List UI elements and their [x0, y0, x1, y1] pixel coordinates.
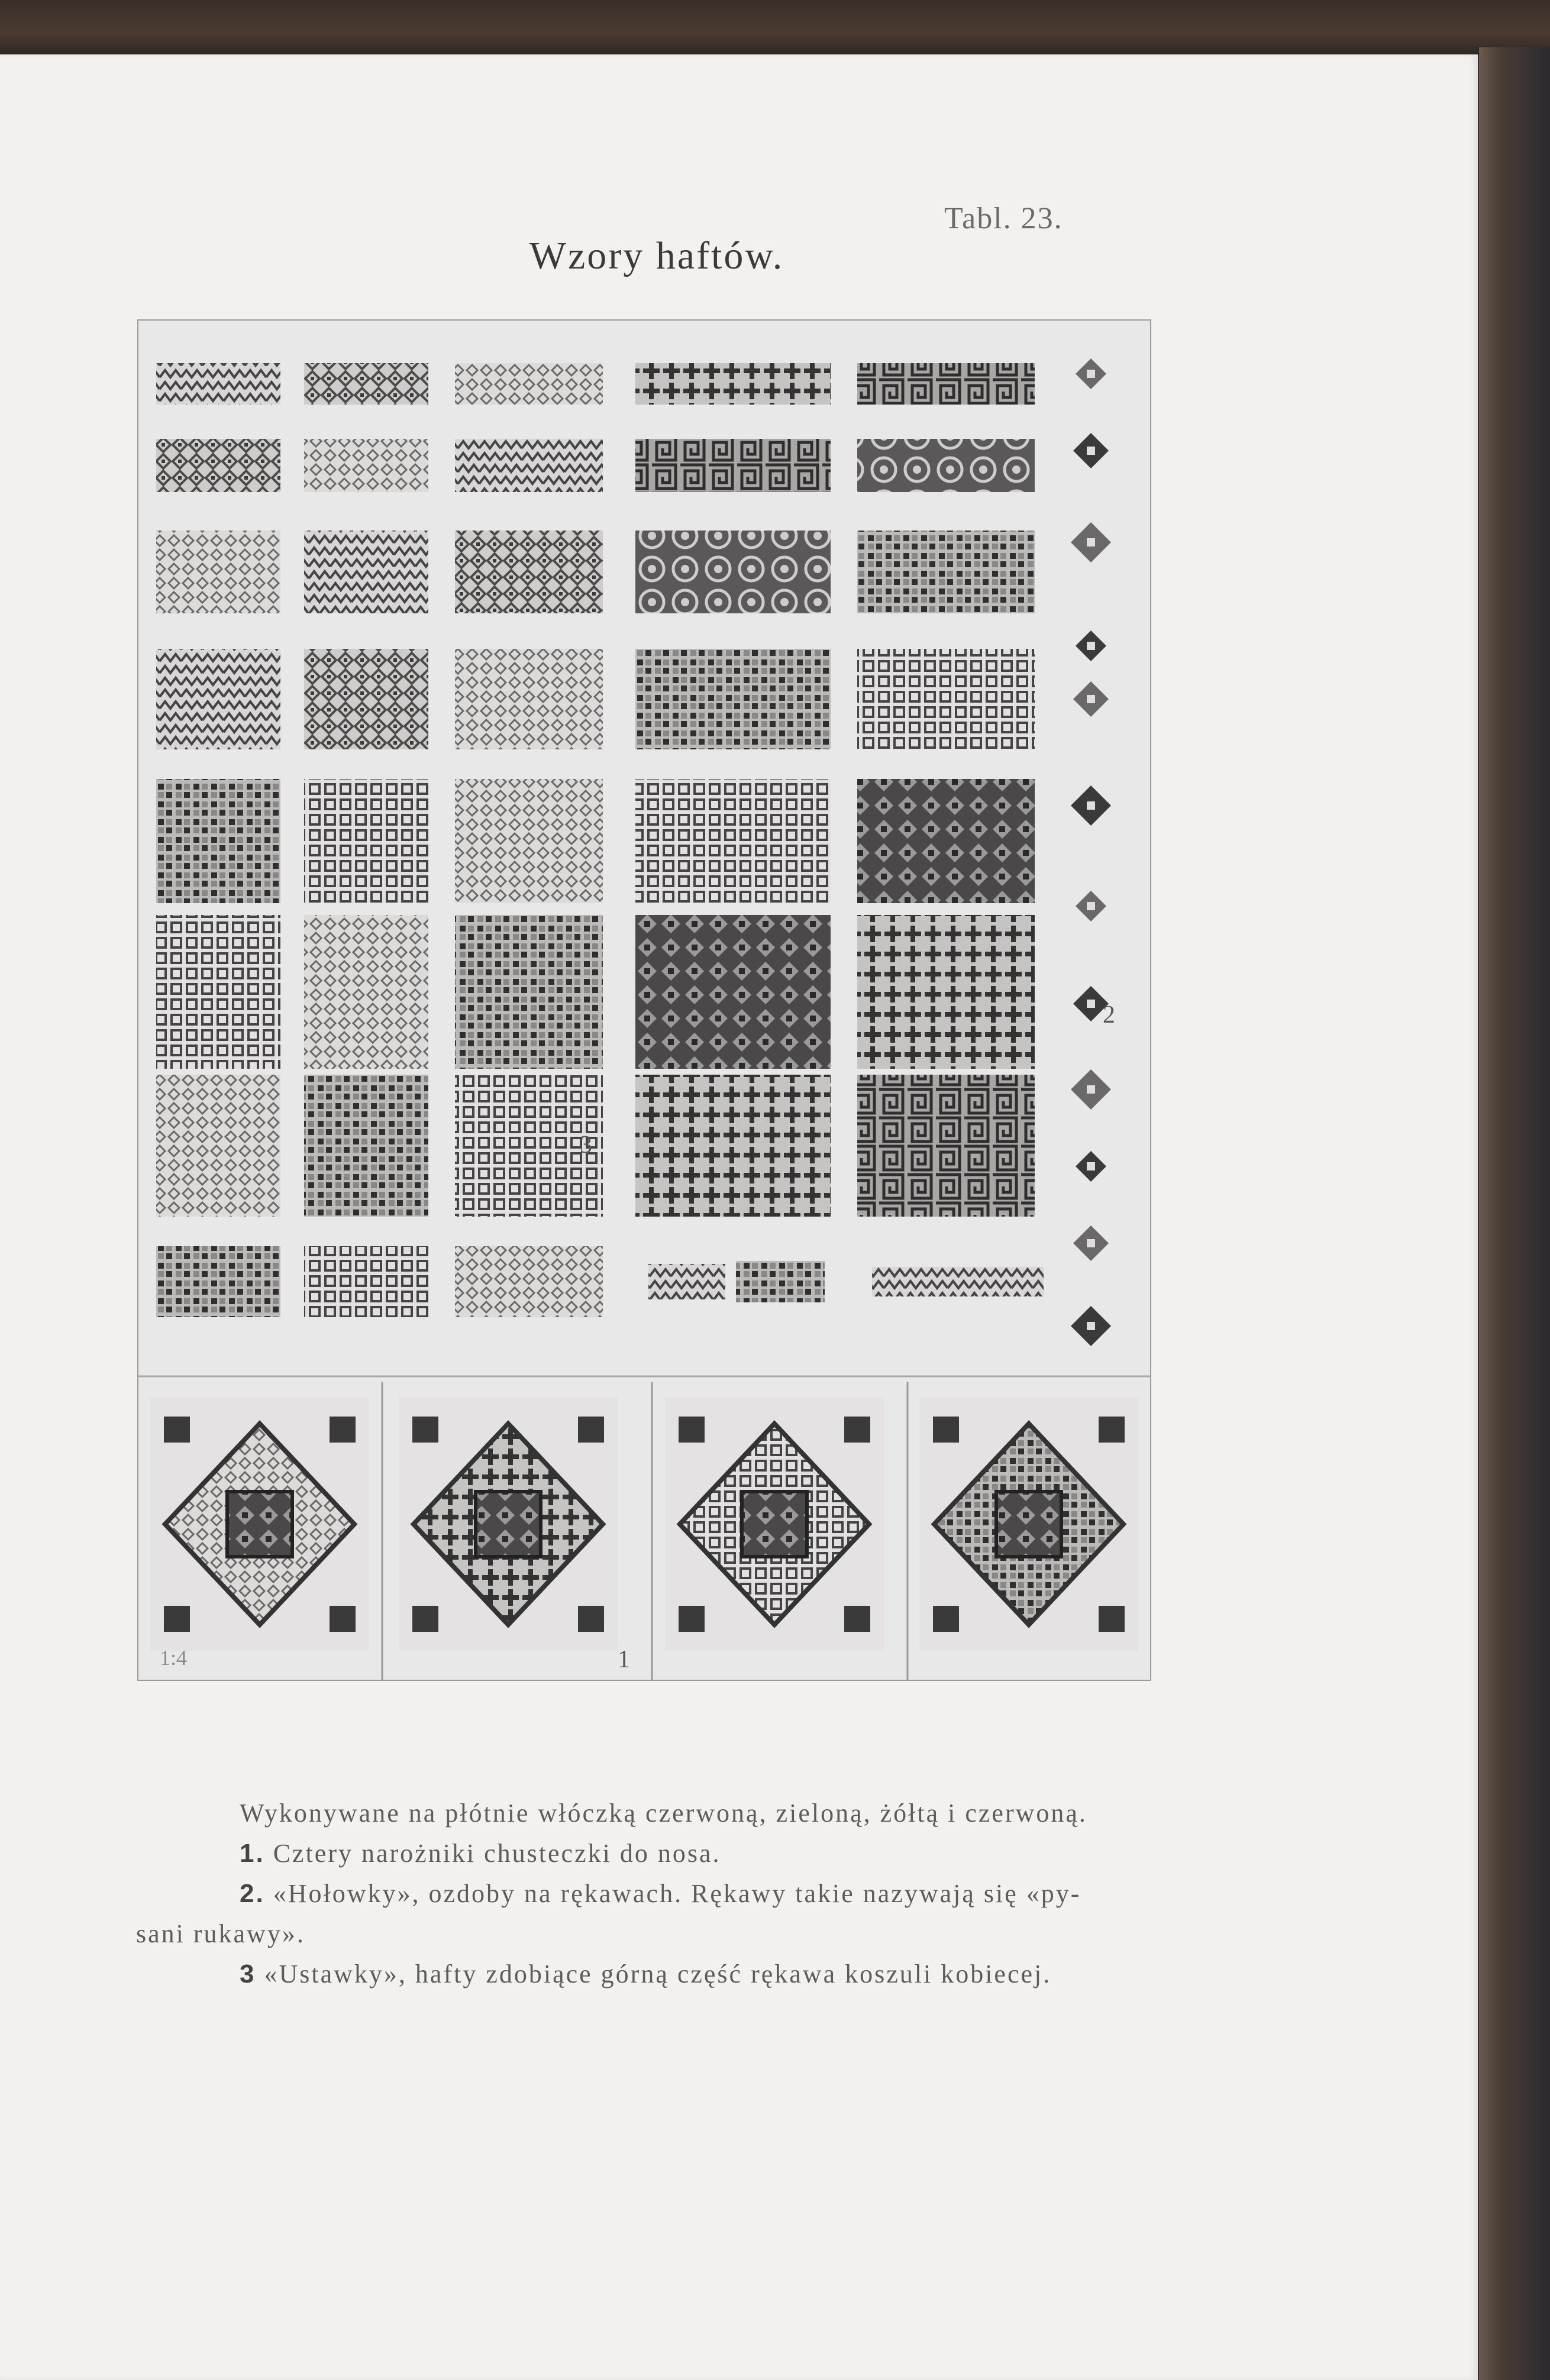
- embroidery-sample: [304, 779, 428, 903]
- caption-item-3-text: «Ustawky», hafty zdobiące górną część rękawa koszuli kobiecej.: [264, 1959, 1052, 1988]
- caption-item-2-continued: sani rukawy».: [136, 1919, 305, 1948]
- embroidery-sample: [304, 531, 428, 613]
- embroidery-sample: [455, 531, 603, 613]
- caption-item-1-text: Cztery narożniki chusteczki do nosa.: [273, 1839, 721, 1868]
- embroidery-sample: [455, 915, 603, 1069]
- embroidery-sample: [304, 915, 428, 1069]
- rosette-motif: [1076, 891, 1106, 921]
- handkerchief-corner-panel: [919, 1397, 1138, 1651]
- caption-intro: Wykonywane na płótnie włóczką czerwoną, zieloną, żółtą i czerwoną.: [240, 1799, 1087, 1828]
- embroidery-sample: [635, 649, 831, 749]
- embroidery-sample: [455, 649, 603, 749]
- figure-label-2: 2: [1103, 1001, 1115, 1029]
- embroidery-sample: [156, 439, 280, 492]
- embroidery-sample: [156, 531, 280, 613]
- embroidery-sample: [857, 915, 1035, 1069]
- rosette-motif: [1076, 358, 1106, 389]
- figure-label-3: 3: [580, 1131, 592, 1159]
- caption-item-3: [240, 1959, 1051, 1989]
- handkerchief-corner-panel: [150, 1397, 369, 1651]
- embroidery-sample: [857, 439, 1035, 492]
- rosette-motif: [1073, 1225, 1109, 1261]
- embroidery-sample: [455, 439, 603, 492]
- embroidery-sample: [304, 1075, 428, 1217]
- embroidery-sample: [635, 439, 831, 492]
- embroidery-plate-figure: [137, 319, 1151, 1681]
- embroidery-sample: [156, 649, 280, 749]
- rosette-motif: [1071, 785, 1111, 826]
- embroidery-sample: [156, 1246, 280, 1317]
- embroidery-sample: [156, 915, 280, 1069]
- figure-label-1: 1: [618, 1646, 630, 1673]
- figure-scale-note: 1:4: [160, 1646, 188, 1670]
- embroidery-sample: [156, 779, 280, 903]
- embroidery-sample: [635, 915, 831, 1069]
- rosette-motif: [1073, 681, 1109, 717]
- book-cover-right-edge: [1479, 47, 1550, 2380]
- caption-item-3-number: 3: [240, 1959, 256, 1988]
- embroidery-sample: [156, 363, 280, 405]
- embroidery-sample: [156, 1075, 280, 1217]
- book-cover-top-edge: [0, 0, 1550, 56]
- embroidery-sample: [857, 1075, 1035, 1217]
- page-title: Wzory haftów.: [529, 234, 784, 277]
- plate-number: Tabl. 23.: [944, 202, 1063, 235]
- embroidery-sample: [635, 1075, 831, 1217]
- embroidery-sample: [872, 1267, 1044, 1296]
- caption-item-1: [240, 1838, 721, 1868]
- rosette-motif: [1071, 522, 1111, 562]
- rosette-motif: [1076, 1151, 1106, 1182]
- embroidery-sample: [304, 1246, 428, 1317]
- caption-item-1-number: 1.: [240, 1839, 265, 1868]
- embroidery-sample: [635, 363, 831, 405]
- handkerchief-corner-panel: [399, 1397, 618, 1651]
- embroidery-sample: [304, 649, 428, 749]
- rosette-motif: [1071, 1306, 1111, 1346]
- handkerchief-corner-panel: [665, 1397, 884, 1651]
- rosette-motif: [1073, 433, 1109, 468]
- embroidery-sample: [455, 779, 603, 903]
- caption-item-2: [240, 1878, 1081, 1909]
- caption-item-2-text-line1: «Hołowky», ozdoby na rękawach. Rękawy takie nazywają się «py-: [273, 1879, 1081, 1908]
- embroidery-sample: [857, 649, 1035, 749]
- rosette-motif: [1071, 1069, 1111, 1110]
- rosette-motif: [1076, 630, 1106, 661]
- embroidery-sample: [304, 363, 428, 405]
- caption-item-2-number: 2.: [240, 1879, 265, 1908]
- embroidery-sample: [304, 439, 428, 492]
- embroidery-sample: [455, 1246, 603, 1317]
- embroidery-sample: [857, 363, 1035, 405]
- embroidery-sample: [857, 531, 1035, 613]
- embroidery-samples-image: [138, 321, 1150, 1680]
- embroidery-sample: [648, 1264, 725, 1299]
- embroidery-sample: [857, 779, 1035, 903]
- embroidery-sample: [736, 1261, 825, 1302]
- embroidery-sample: [455, 363, 603, 405]
- embroidery-sample: [635, 531, 831, 613]
- embroidery-sample: [635, 779, 831, 903]
